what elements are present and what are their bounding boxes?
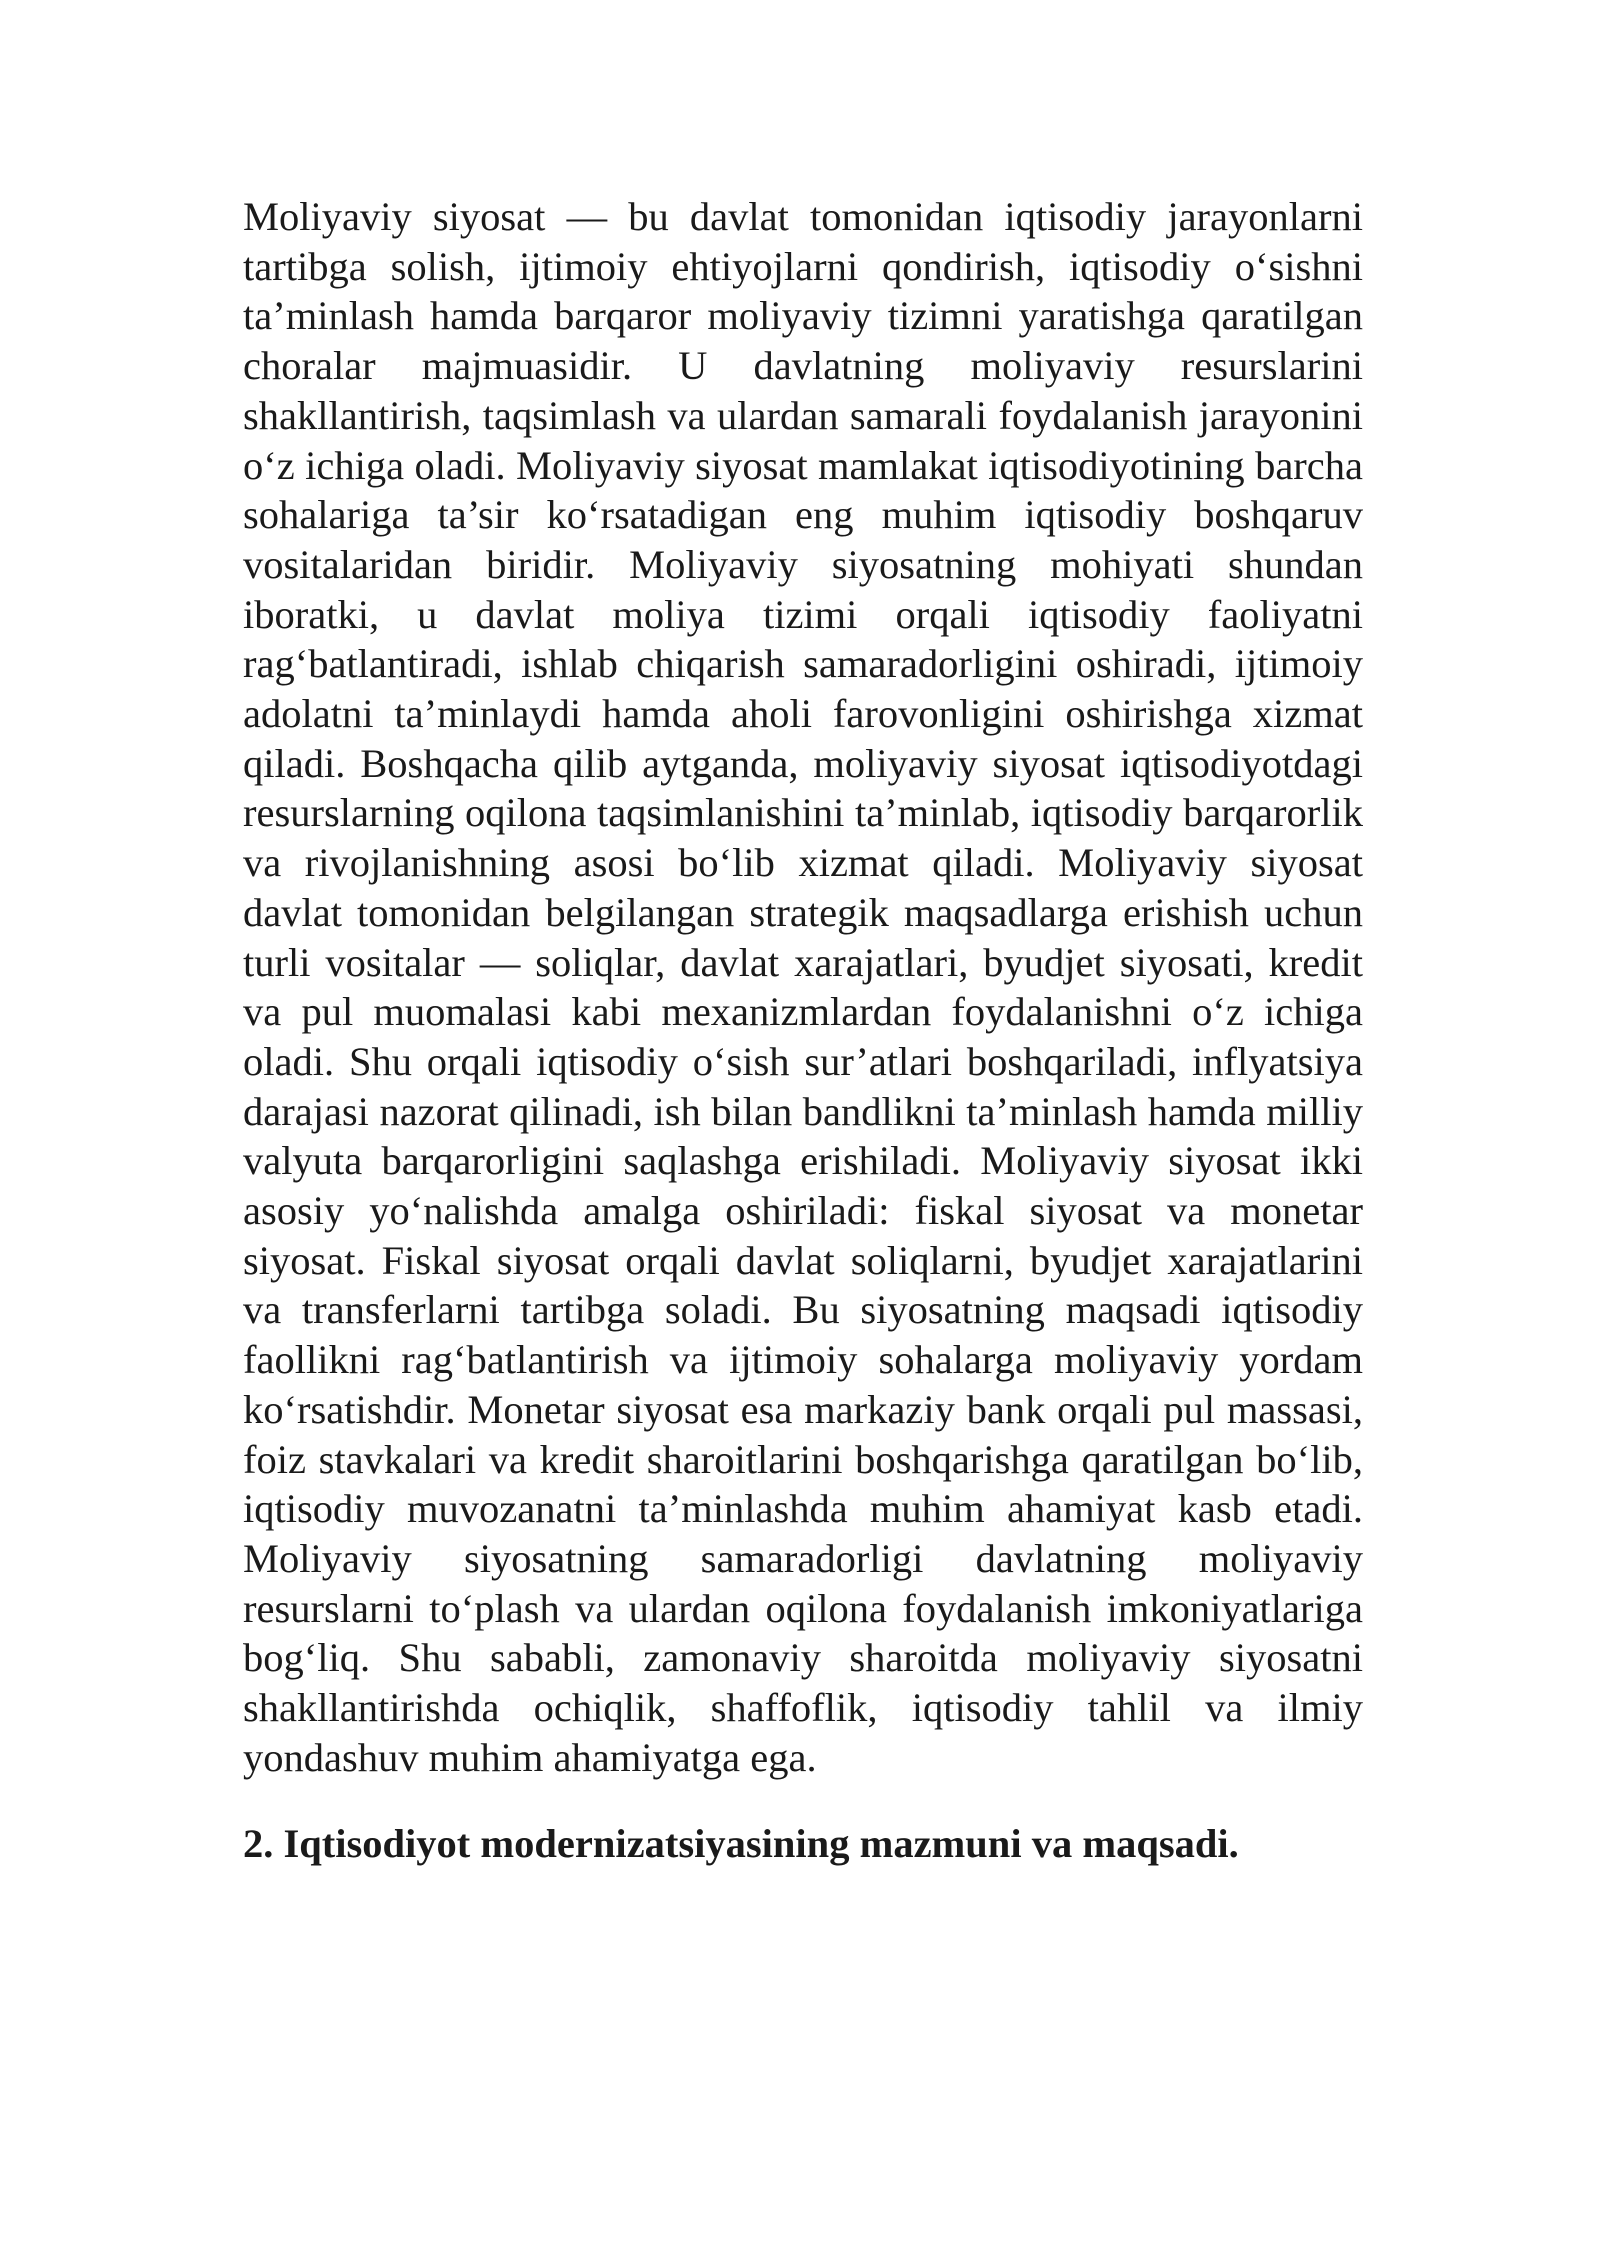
section-heading: 2. Iqtisodiyot modernizatsiyasining mazmuni va maqsadi. (243, 1820, 1239, 1866)
body-paragraph: Moliyaviy siyosat — bu davlat tomonidan iqtisodiy jarayonlarni tartibga solish, ijtimoiy ehtiyojlarni qondirish, iqtisodiy o‘sishni ta’minlash hamda barqaror moliyaviy tizimni yaratishga qaratilgan choralar majmuasidir. U davlatning moliyaviy resurslarini shakllantirish, taqsimlash va ulardan samarali foydalanish jarayonini o‘z ichiga oladi. Moliyaviy siyosat mamlakat iqtisodiyotining barcha sohalariga ta’sir ko‘rsatadigan eng muhim iqtisodiy boshqaruv vositalaridan biridir. Moliyaviy siyosatning mohiyati shundan iboratki, u davlat moliya tizimi orqali iqtisodiy faoliyatni rag‘batlantiradi, ishlab chiqarish samaradorligini oshiradi, ijtimoiy adolatni ta’minlaydi hamda aholi farovonligini oshirishga xizmat qiladi. Boshqacha qilib aytganda, moliyaviy siyosat iqtisodiyotdagi resurslarning oqilona taqsimlanishini ta’minlab, iqtisodiy barqarorlik va rivojlanishning asosi bo‘lib xizmat qiladi. Moliyaviy siyosat davlat tomonidan belgilangan strategik maqsadlarga erishish uchun turli vositalar — soliqlar, davlat xarajatlari, byudjet siyosati, kredit va pul muomalasi kabi mexanizmlardan foydalanishni o‘z ichiga oladi. Shu orqali iqtisodiy o‘sish sur’atlari boshqariladi, inflyatsiya darajasi nazorat qilinadi, ish bilan bandlikni ta’minlash hamda milliy valyuta barqarorligini saqlashga erishiladi. Moliyaviy siyosat ikki asosiy yo‘nalishda amalga oshiriladi: fiskal siyosat va monetar siyosat. Fiskal siyosat orqali davlat soliqlarni, byudjet xarajatlarini va transferlarni tartibga soladi. Bu siyosatning maqsadi iqtisodiy faollikni rag‘batlantirish va ijtimoiy sohalarga moliyaviy yordam ko‘rsatishdir. Monetar siyosat esa markaziy bank orqali pul massasi, foiz stavkalari va kredit sharoitlarini boshqarishga qaratilgan bo‘lib, iqtisodiy muvozanatni ta’minlashda muhim ahamiyat kasb etadi. Moliyaviy siyosatning samaradorligi davlatning moliyaviy resurslarni to‘plash va ulardan oqilona foydalanish imkoniyatlariga bog‘liq. Shu sababli, zamonaviy sharoitda moliyaviy siyosatni shakllantirishda ochiqlik, shaffoflik, iqtisodiy tahlil va ilmiy yondashuv muhim ahamiyatga ega. (243, 194, 1363, 1780)
document-page (243, 192, 1363, 1869)
